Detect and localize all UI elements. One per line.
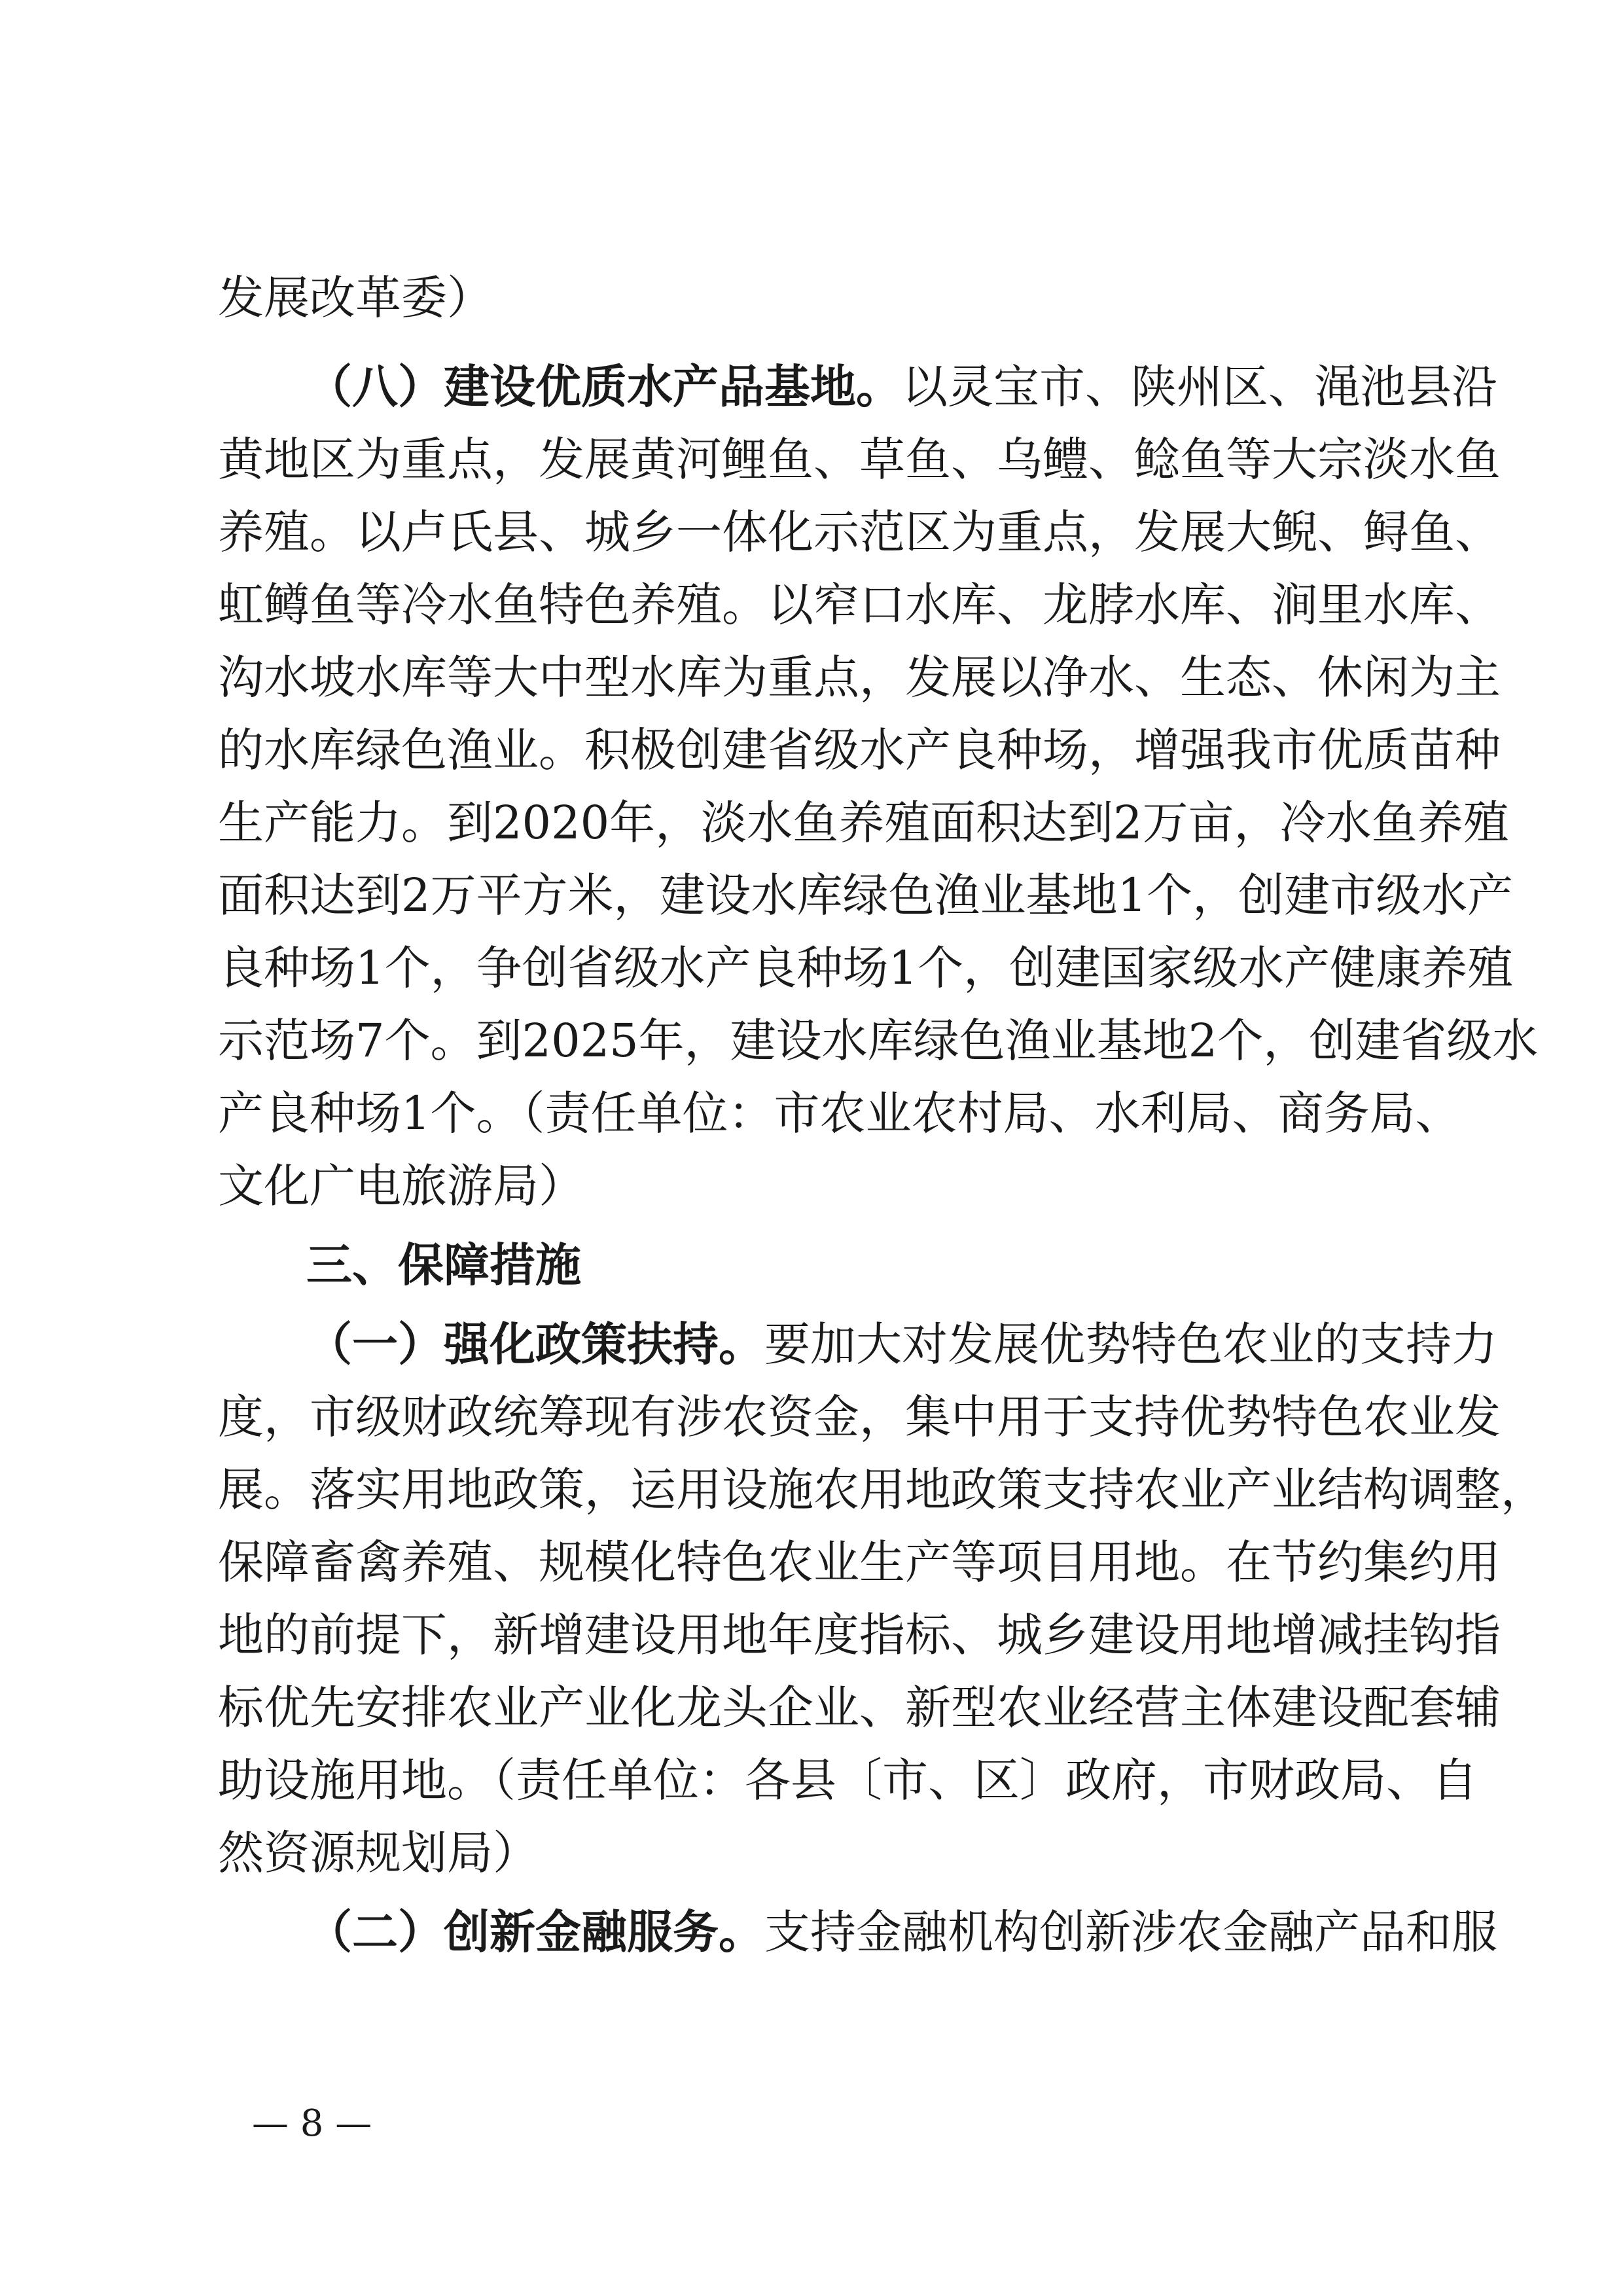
text-line: 文化广电旅游局） (218, 1159, 584, 1213)
paragraph-8-text: 以灵宝市、陕州区、渑池县沿 (902, 360, 1497, 414)
paragraph-8-title: （八）建设优质水产品基地。 (306, 360, 902, 414)
page-number: — 8 — (252, 2102, 372, 2145)
subsection-2-title: （二）创新金融服务。 (306, 1905, 764, 1959)
text-line: 示范场7个。到2025年，建设水库绿色渔业基地2个，创建省级水 (218, 1014, 1539, 1067)
text-line: 沟水坡水库等大中型水库为重点，发展以净水、生态、休闲为主 (218, 651, 1501, 704)
text-line: 度，市级财政统筹现有涉农资金，集中用于支持优势特色农业发 (218, 1390, 1501, 1444)
text-line: 标优先安排农业产业化龙头企业、新型农业经营主体建设配套辅 (218, 1681, 1501, 1734)
paragraph-8-first-line (306, 351, 1497, 423)
text-line: 养殖。以卢氏县、城乡一体化示范区为重点，发展大鲵、鲟鱼、 (218, 505, 1501, 559)
text-line: 黄地区为重点，发展黄河鲤鱼、草鱼、乌鳢、鲶鱼等大宗淡水鱼 (218, 433, 1501, 486)
text-line: 保障畜禽养殖、规模化特色农业生产等项目用地。在节约集约用 (218, 1535, 1501, 1589)
subsection-2-first-line (306, 1896, 1497, 1968)
section-heading: 三、保障措施 (306, 1238, 581, 1292)
text-line: 良种场1个，争创省级水产良种场1个，创建国家级水产健康养殖 (218, 941, 1514, 995)
subsection-1-title: （一）强化政策扶持。 (306, 1318, 764, 1371)
text-line: 发展改革委） (218, 271, 493, 325)
text-line: 面积达到2万平方米，建设水库绿色渔业基地1个，创建市级水产 (218, 869, 1514, 922)
subsection-2-text: 支持金融机构创新涉农金融产品和服 (764, 1905, 1497, 1959)
text-line: 生产能力。到2020年，淡水鱼养殖面积达到2万亩，冷水鱼养殖 (218, 796, 1509, 850)
text-line: 展。落实用地政策，运用设施农用地政策支持农业产业结构调整， (218, 1463, 1546, 1516)
text-line: 助设施用地。（责任单位：各县〔市、区〕政府，市财政局、自 (218, 1753, 1478, 1807)
subsection-1-text: 要加大对发展优势特色农业的支持力 (764, 1318, 1497, 1371)
text-line: 然资源规划局） (218, 1826, 539, 1880)
text-line: 地的前提下，新增建设用地年度指标、城乡建设用地增减挂钩指 (218, 1608, 1501, 1662)
text-line: 虹鳟鱼等冷水鱼特色养殖。以窄口水库、龙脖水库、涧里水库、 (218, 578, 1501, 632)
subsection-1-first-line (306, 1308, 1497, 1380)
text-line: 的水库绿色渔业。积极创建省级水产良种场，增强我市优质苗种 (218, 723, 1501, 777)
text-line: 产良种场1个。（责任单位：市农业农村局、水利局、商务局、 (218, 1086, 1461, 1140)
